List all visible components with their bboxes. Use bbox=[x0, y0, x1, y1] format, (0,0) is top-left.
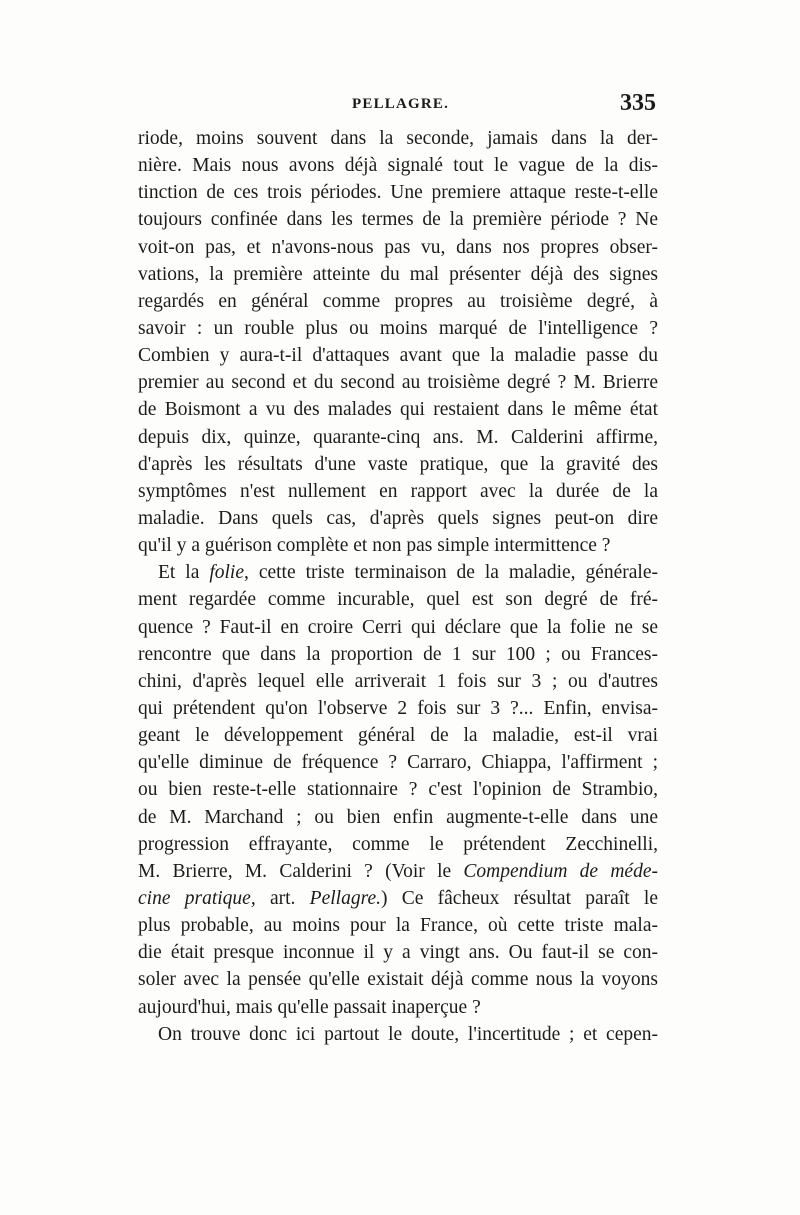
text-line: savoir : un rouble plus ou moins marqué de l'intelligence ? bbox=[138, 317, 658, 339]
italic-run: Pellagre. bbox=[309, 887, 381, 909]
body-text bbox=[138, 125, 658, 1048]
page-header bbox=[138, 90, 658, 126]
italic-run: Compendium de méde- bbox=[463, 860, 658, 882]
italic-run: cine pratique, bbox=[138, 887, 256, 909]
text-line: voit-on pas, et n'avons-nous pas vu, dans nos propres obser- bbox=[138, 236, 658, 258]
text-line: maladie. Dans quels cas, d'après quels signes peut-on dire bbox=[138, 507, 658, 529]
text-line: nière. Mais nous avons déjà signalé tout le vague de la dis- bbox=[138, 155, 658, 177]
text-line: ou bien reste-t-elle stationnaire ? c'est l'opinion de Strambio, bbox=[138, 779, 658, 801]
text-line: Combien y aura-t-il d'attaques avant que la maladie passe du bbox=[138, 345, 658, 367]
text-line: qu'elle diminue de fréquence ? Carraro, Chiappa, l'affirment ; bbox=[138, 752, 658, 774]
text-run: M. Brierre, M. Calderini ? (Voir le bbox=[138, 860, 464, 882]
text-line: soler avec la pensée qu'elle existait déjà comme nous la voyons bbox=[138, 969, 658, 991]
text-line: symptômes n'est nullement en rapport avec la durée de la bbox=[138, 480, 658, 502]
page-number: 335 bbox=[620, 90, 656, 116]
text-line: toujours confinée dans les termes de la première période ? Ne bbox=[138, 209, 658, 231]
text-line: rencontre que dans la proportion de 1 sur 100 ; ou Frances- bbox=[138, 643, 658, 665]
text-line: premier au second et du second au troisième degré ? M. Brierre bbox=[138, 372, 658, 394]
paragraph-start-line bbox=[138, 559, 658, 586]
text-line: tinction de ces trois périodes. Une premiere attaque reste-t-elle bbox=[138, 182, 658, 204]
text-line: qu'il y a guérison complète et non pas simple intermittence ? bbox=[138, 535, 611, 557]
running-title: PELLAGRE. bbox=[352, 96, 450, 112]
text-line: ment regardée comme incurable, quel est son degré de fré- bbox=[138, 589, 658, 611]
text-line-with-italic bbox=[138, 885, 658, 912]
text-line: d'après les résultats d'une vaste pratique, que la gravité des bbox=[138, 453, 658, 475]
text-line: qui prétendent qu'on l'observe 2 fois sur 3 ?... Enfin, envisa- bbox=[138, 697, 658, 719]
text-run: Et la bbox=[158, 562, 210, 584]
text-line: regardés en général comme propres au troisième degré, à bbox=[138, 290, 658, 312]
text-line: de M. Marchand ; ou bien enfin augmente-t-elle dans une bbox=[138, 806, 658, 828]
text-line: aujourd'hui, mais qu'elle passait inaperçue ? bbox=[138, 996, 481, 1018]
text-run: , cette triste terminaison de la maladie, générale- bbox=[243, 562, 658, 584]
paragraph-start-line: On trouve donc ici partout le doute, l'incertitude ; et cepen- bbox=[158, 1023, 658, 1045]
italic-run: folie bbox=[209, 562, 244, 584]
text-line: progression effrayante, comme le prétendent Zecchinelli, bbox=[138, 833, 658, 855]
text-line: chini, d'après lequel elle arriverait 1 fois sur 3 ; ou d'autres bbox=[138, 670, 658, 692]
text-run: ) Ce fâcheux résultat paraît le bbox=[380, 887, 658, 909]
text-line: plus probable, au moins pour la France, où cette triste mala- bbox=[138, 915, 658, 937]
text-line-with-italic bbox=[138, 858, 658, 885]
text-line: depuis dix, quinze, quarante-cinq ans. M. Calderini affirme, bbox=[138, 426, 658, 448]
text-line: die était presque inconnue il y a vingt ans. Ou faut-il se con- bbox=[138, 942, 658, 964]
text-line: geant le développement général de la maladie, est-il vrai bbox=[138, 725, 658, 747]
text-line: riode, moins souvent dans la seconde, jamais dans la der- bbox=[138, 128, 658, 149]
text-line: vations, la première atteinte du mal présenter déjà des signes bbox=[138, 263, 658, 285]
text-run: art. bbox=[255, 887, 310, 909]
text-line: de Boismont a vu des malades qui restaient dans le même état bbox=[138, 399, 658, 421]
text-line: quence ? Faut-il en croire Cerri qui déclare que la folie ne se bbox=[138, 616, 658, 638]
